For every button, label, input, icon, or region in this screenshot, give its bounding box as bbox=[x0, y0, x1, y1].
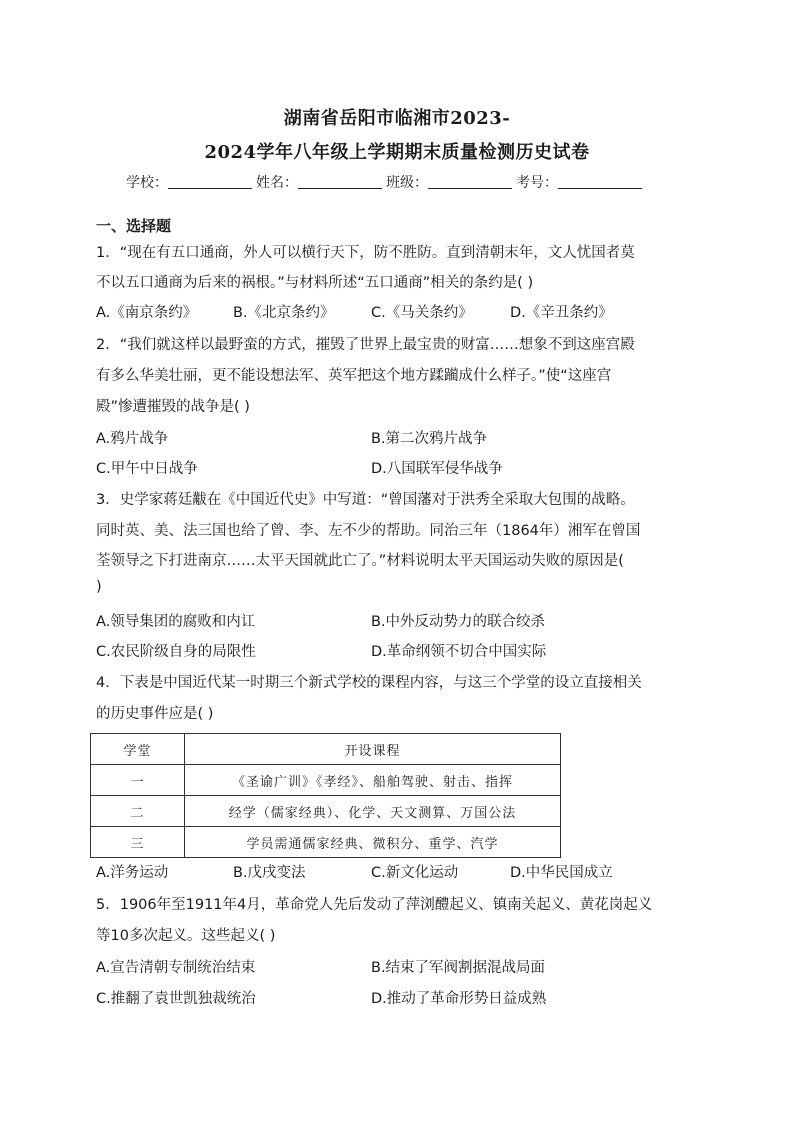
q2-line-2: 有多么华美壮丽，更不能设想法军、英军把这个地方蹂躏成什么样子。”使“这座宫 bbox=[96, 368, 612, 384]
q3-option-c: C.农民阶级自身的局限性 bbox=[96, 644, 256, 660]
name-label: 姓名： bbox=[256, 175, 298, 191]
table-header-row bbox=[91, 734, 561, 765]
name-blank[interactable] bbox=[298, 174, 382, 189]
section-title: 一、选择题 bbox=[96, 217, 172, 235]
exam-title-line1: 湖南省岳阳市临湘市2023- bbox=[283, 108, 511, 129]
q5-option-b: B.结束了军阀割据混战局面 bbox=[371, 960, 546, 976]
q3-line-1: 3．史学家蒋廷黻在《中国近代史》中写道：“曾国藩对于洪秀全采取大包围的战略。 bbox=[96, 492, 635, 508]
school-label: 学校： bbox=[126, 175, 168, 191]
table-header-courses: 开设课程 bbox=[185, 734, 561, 765]
q5-option-d: D.推动了革命形势日益成熟 bbox=[371, 991, 547, 1007]
table-cell-school: 三 bbox=[91, 827, 185, 858]
q1-line-2: 不以五口通商为后来的祸根。”与材料所述“五口通商”相关的条约是( ) bbox=[96, 275, 534, 291]
q5-line-1: 5．1906年至1911年4月，革命党人先后发动了萍浏醴起义、镇南关起义、黄花岗起义 bbox=[96, 897, 653, 913]
q5-line-2: 等10多次起义。这些起义( ) bbox=[96, 928, 276, 944]
table-row bbox=[91, 827, 561, 858]
table-cell-school: 二 bbox=[91, 796, 185, 827]
q2-line-3: 殿”惨遭摧毁的战争是( ) bbox=[96, 399, 250, 415]
q3-line-3: 荃领导之下打进南京……太平天国就此亡了。”材料说明太平天国运动失败的原因是( bbox=[96, 553, 624, 569]
q4-option-d: D.中华民国成立 bbox=[510, 865, 613, 881]
q3-line-2: 同时英、美、法三国也给了曾、李、左不少的帮助。同治三年（1864年）湘军在曾国 bbox=[96, 523, 641, 539]
q5-option-a: A.宣告清朝专制统治结束 bbox=[96, 960, 256, 976]
q4-line-1: 4．下表是中国近代某一时期三个新式学校的课程内容，与这三个学堂的设立直接相关 bbox=[96, 675, 642, 691]
q2-option-d: D.八国联军侵华战争 bbox=[371, 461, 503, 477]
q5-option-c: C.推翻了袁世凯独裁统治 bbox=[96, 991, 256, 1007]
q3-option-a: A.领导集团的腐败和内讧 bbox=[96, 614, 256, 630]
q4-option-c: C.新文化运动 bbox=[371, 865, 459, 881]
table-row bbox=[91, 765, 561, 796]
q2-line-1: 2．“我们就这样以最野蛮的方式，摧毁了世界上最宝贵的财富……想象不到这座宫殿 bbox=[96, 337, 635, 353]
q3-line-4: ) bbox=[96, 579, 102, 595]
exam-no-blank[interactable] bbox=[558, 174, 642, 189]
table-header-school: 学堂 bbox=[91, 734, 185, 765]
table-cell-courses: 经学（儒家经典）、化学、天文测算、万国公法 bbox=[185, 796, 561, 827]
q1-option-b: B.《北京条约》 bbox=[233, 305, 335, 321]
student-info-row bbox=[126, 172, 646, 192]
q1-option-d: D.《辛丑条约》 bbox=[510, 305, 613, 321]
q2-option-a: A.鸦片战争 bbox=[96, 431, 169, 447]
q4-option-b: B.戊戌变法 bbox=[233, 865, 306, 881]
q1-option-a: A.《南京条约》 bbox=[96, 305, 198, 321]
course-table bbox=[90, 733, 561, 858]
exam-title-line2: 2024学年八年级上学期期末质量检测历史试卷 bbox=[204, 142, 590, 163]
table-cell-courses: 学员需通儒家经典、微积分、重学、汽学 bbox=[185, 827, 561, 858]
q4-line-2: 的历史事件应是( ) bbox=[96, 706, 214, 722]
class-blank[interactable] bbox=[428, 174, 512, 189]
q1-line-1: 1．“现在有五口通商，外人可以横行天下，防不胜防。直到清朝末年，文人忧国者莫 bbox=[96, 245, 635, 261]
table-cell-courses: 《圣谕广训》《孝经》、船舶驾驶、射击、指挥 bbox=[185, 765, 561, 796]
q3-option-d: D.革命纲领不切合中国实际 bbox=[371, 644, 547, 660]
q4-option-a: A.洋务运动 bbox=[96, 865, 169, 881]
q1-option-c: C.《马关条约》 bbox=[371, 305, 473, 321]
school-blank[interactable] bbox=[168, 174, 252, 189]
q2-option-b: B.第二次鸦片战争 bbox=[371, 431, 488, 447]
exam-no-label: 考号： bbox=[516, 175, 558, 191]
q2-option-c: C.甲午中日战争 bbox=[96, 461, 198, 477]
table-cell-school: 一 bbox=[91, 765, 185, 796]
q3-option-b: B.中外反动势力的联合绞杀 bbox=[371, 614, 546, 630]
table-row bbox=[91, 796, 561, 827]
class-label: 班级： bbox=[386, 175, 428, 191]
